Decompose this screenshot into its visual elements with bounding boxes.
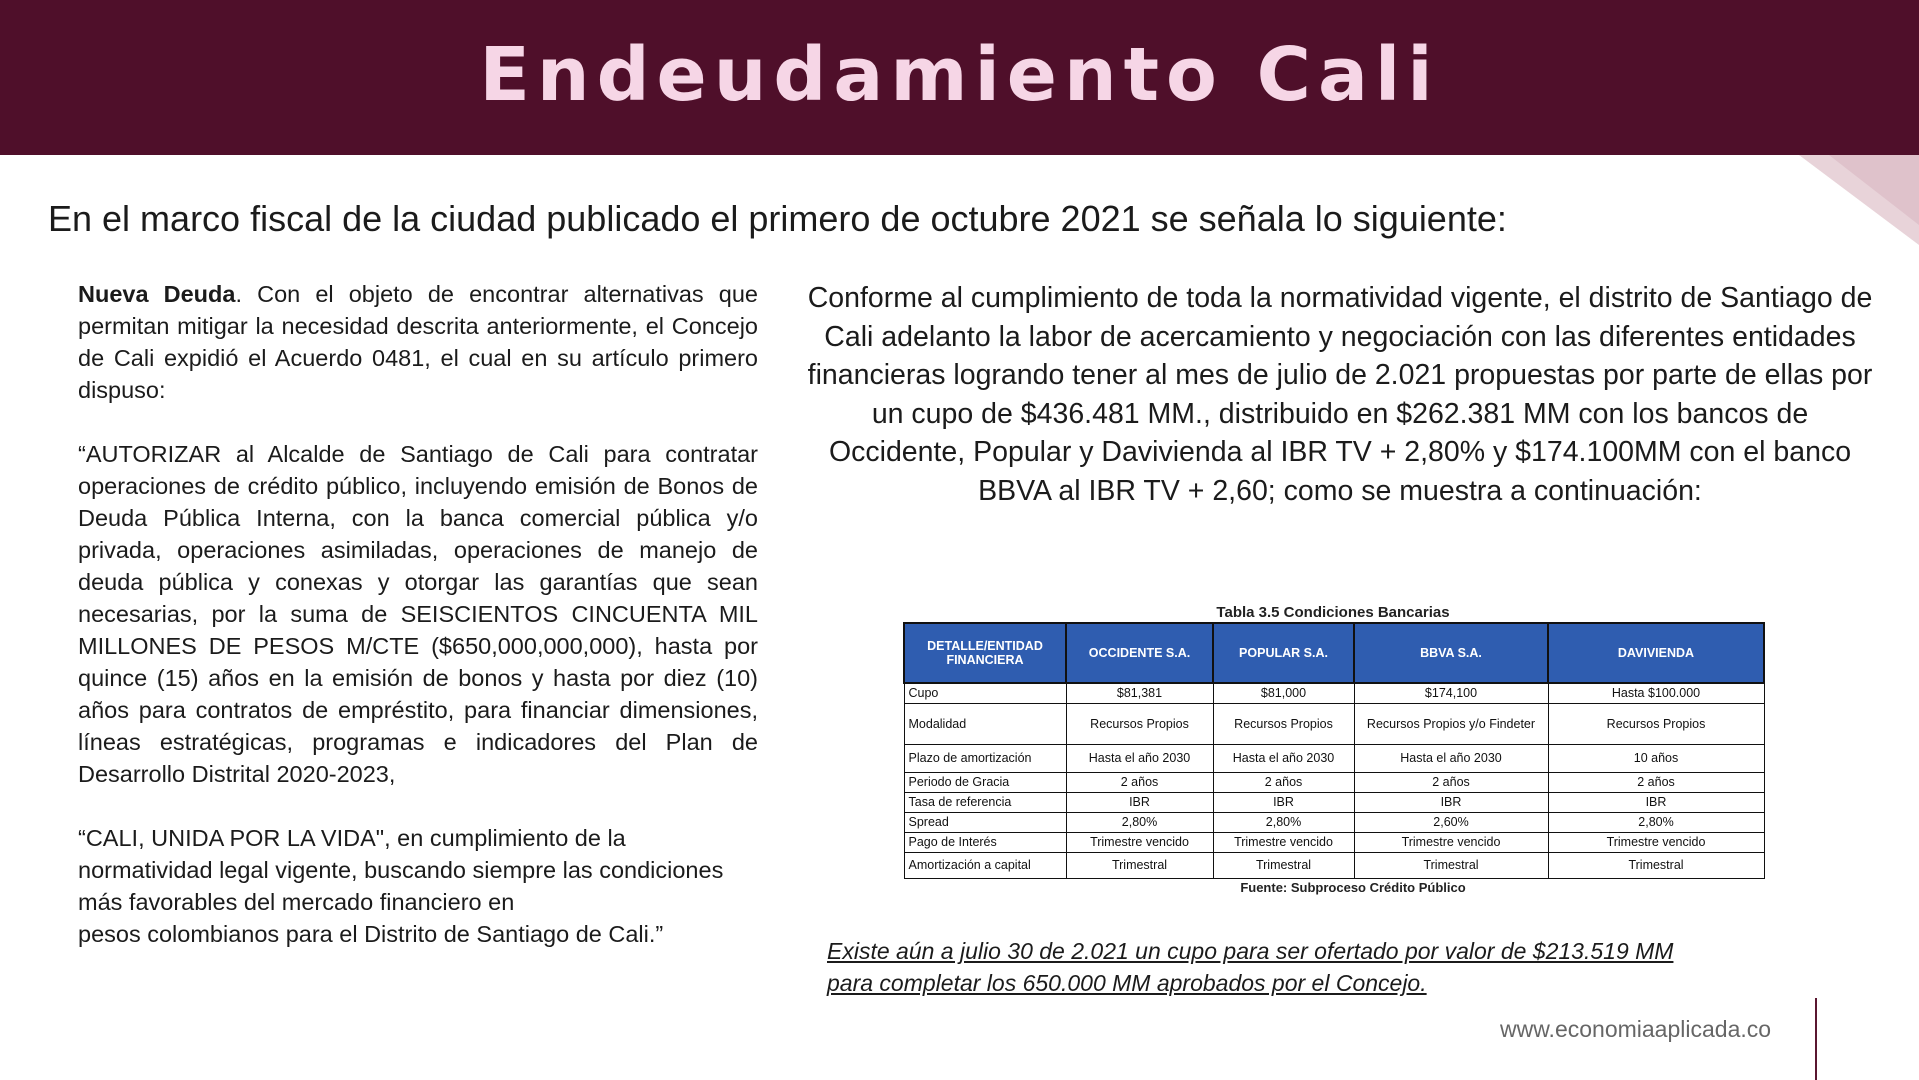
table-cell: 10 años: [1548, 745, 1764, 773]
table-cell: 2 años: [1213, 773, 1354, 793]
table-header-cell: DETALLE/ENTIDAD FINANCIERA: [904, 623, 1066, 683]
table-row: [904, 704, 1764, 745]
table-cell: IBR: [1548, 793, 1764, 813]
table-cell: $81,381: [1066, 683, 1213, 704]
table-cell: Hasta el año 2030: [1066, 745, 1213, 773]
section-subtitle: En el marco fiscal de la ciudad publicado el primero de octubre 2021 se señala lo siguiente:: [48, 198, 1507, 239]
table-cell: Trimestre vencido: [1548, 833, 1764, 853]
table-row-label: Amortización a capital: [904, 853, 1066, 879]
note-line: para completar los 650.000 MM aprobados por el Concejo.: [827, 970, 1427, 996]
paragraph-cali-unida: “CALI, UNIDA POR LA VIDA", en cumplimiento de la normatividad legal vigente, buscando siempre las condiciones más favorables del mercado financiero en: [78, 825, 724, 915]
table-row-label: Tasa de referencia: [904, 793, 1066, 813]
table-header-cell: BBVA S.A.: [1354, 623, 1548, 683]
right-paragraph: Conforme al cumplimiento de toda la normatividad vigente, el distrito de Santiago de Cali adelanto la labor de acercamiento y negociación con las diferentes entidades financieras logrando tener al mes de julio de 2.021 propuestas por parte de ellas por un cupo de $436.481 MM., distribuido en $262.381 MM con los bancos de Occidente, Popular y Davivienda al IBR TV + 2,80% y $174.100MM con el banco BBVA al IBR TV + 2,60; como se muestra a continuación:: [807, 282, 1873, 507]
table-header-cell: OCCIDENTE S.A.: [1066, 623, 1213, 683]
page-title: Endeudamiento Cali: [479, 32, 1440, 118]
table-cell: Recursos Propios: [1066, 704, 1213, 745]
table-cell: Trimestral: [1548, 853, 1764, 879]
table-row: [904, 853, 1764, 879]
table-cell: Trimestral: [1213, 853, 1354, 879]
table-cell: Trimestre vencido: [1354, 833, 1548, 853]
paragraph-autorizar: “AUTORIZAR al Alcalde de Santiago de Cali para contratar operaciones de crédito público, incluyendo emisión de Bonos de Deuda Pública Interna, con la banca comercial pública y/o privada, operaciones asimiladas, operaciones de manejo de deuda pública y conexas y otorgar las garantías que sean necesarias, por la suma de SEISCIENTOS CINCUENTA MIL MILLONES DE PESOS M/CTE ($650,000,000,000), hasta por quince (15) años en la emisión de bonos y hasta por diez (10) años para contratos de empréstito, para financiar dimensiones, líneas estratégicas, programas e indicadores del Plan de Desarrollo Distrital 2020-2023,: [78, 441, 758, 787]
decorative-corner-shape: [1799, 155, 1919, 245]
table-row: [904, 683, 1764, 704]
table-header-cell: POPULAR S.A.: [1213, 623, 1354, 683]
nueva-deuda-label: Nueva Deuda: [78, 281, 236, 307]
table-header-row: [904, 623, 1764, 683]
table-title: Tabla 3.5 Condiciones Bancarias: [1216, 604, 1450, 621]
table-row: [904, 793, 1764, 813]
table-cell: Hasta $100.000: [1548, 683, 1764, 704]
table-cell: IBR: [1066, 793, 1213, 813]
table-cell: $81,000: [1213, 683, 1354, 704]
table-row: [904, 833, 1764, 853]
table-row: [904, 773, 1764, 793]
table-cell: Recursos Propios y/o Findeter: [1354, 704, 1548, 745]
table-cell: Hasta el año 2030: [1213, 745, 1354, 773]
table-cell: IBR: [1354, 793, 1548, 813]
table-cell: Hasta el año 2030: [1354, 745, 1548, 773]
table-header-cell: DAVIVIENDA: [1548, 623, 1764, 683]
left-text-column: [78, 278, 758, 950]
table-cell: Trimestral: [1066, 853, 1213, 879]
nueva-deuda-text: . Con el objeto de encontrar alternativas que permitan mitigar la necesidad descrita anteriormente, el Concejo de Cali expidió el Acuerdo 0481, el cual en su artículo primero dispuso:: [78, 281, 758, 403]
table-cell: 2,80%: [1066, 813, 1213, 833]
table-cell: Trimestre vencido: [1213, 833, 1354, 853]
table-cell: 2,80%: [1548, 813, 1764, 833]
table-row-label: Pago de Interés: [904, 833, 1066, 853]
table-row-label: Periodo de Gracia: [904, 773, 1066, 793]
note-text: [827, 935, 1727, 999]
divider-line: [1815, 998, 1817, 1080]
table-cell: Trimestral: [1354, 853, 1548, 879]
website-link[interactable]: www.economiaaplicada.co: [1500, 1016, 1772, 1042]
table-cell: Trimestre vencido: [1066, 833, 1213, 853]
table-cell: IBR: [1213, 793, 1354, 813]
table-row: [904, 745, 1764, 773]
table-row-label: Spread: [904, 813, 1066, 833]
table-cell: 2 años: [1354, 773, 1548, 793]
table-cell: 2,80%: [1213, 813, 1354, 833]
table-cell: Recursos Propios: [1548, 704, 1764, 745]
table-cell: $174,100: [1354, 683, 1548, 704]
table-row-label: Plazo de amortización: [904, 745, 1066, 773]
table-source: Fuente: Subproceso Crédito Público: [1240, 880, 1466, 895]
table-cell: 2 años: [1548, 773, 1764, 793]
table-cell: 2,60%: [1354, 813, 1548, 833]
table-row-label: Modalidad: [904, 704, 1066, 745]
paragraph-nueva-deuda: [78, 278, 758, 406]
table-row-label: Cupo: [904, 683, 1066, 704]
table-row: [904, 813, 1764, 833]
note-line: Existe aún a julio 30 de 2.021 un cupo para ser ofertado por valor de $213.519 MM: [827, 938, 1674, 964]
table-cell: Recursos Propios: [1213, 704, 1354, 745]
paragraph-pesos: pesos colombianos para el Distrito de Santiago de Cali.”: [78, 921, 664, 947]
bank-conditions-table-block: [903, 603, 1763, 895]
table-cell: 2 años: [1066, 773, 1213, 793]
bank-conditions-table: [903, 622, 1765, 879]
